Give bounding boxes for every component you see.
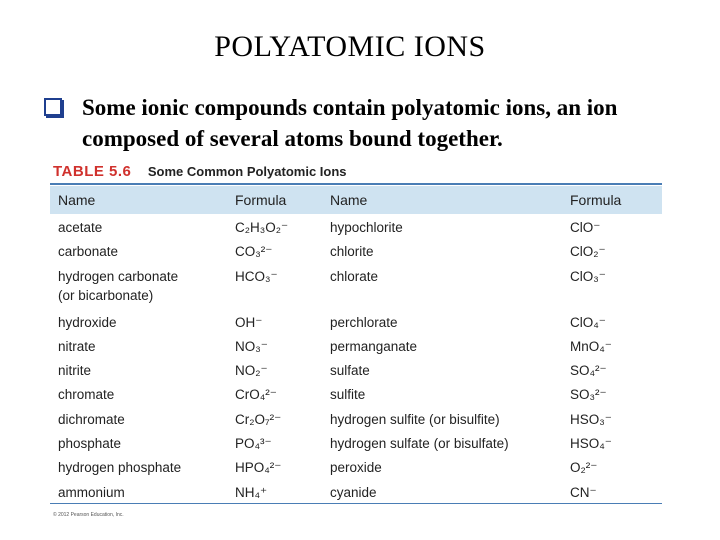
slide-title: POLYATOMIC IONS xyxy=(214,30,486,63)
table-caption: Some Common Polyatomic Ions xyxy=(147,164,347,179)
ion-name: hydrogen carbonate (or bicarbonate) xyxy=(58,268,179,303)
ion-name: nitrite xyxy=(58,363,92,379)
table-row xyxy=(50,267,662,313)
ion-name: peroxide xyxy=(330,460,382,476)
table-body xyxy=(50,218,662,507)
ion-name: carbonate xyxy=(58,244,119,260)
ion-formula: NO₃⁻ xyxy=(235,338,268,354)
table-row xyxy=(50,337,662,361)
ion-name: hydroxide xyxy=(58,314,117,330)
ion-formula: OH⁻ xyxy=(235,314,263,330)
table-bottom-rule xyxy=(50,503,662,504)
table-row xyxy=(50,410,662,434)
ion-formula: NH₄⁺ xyxy=(235,484,268,500)
ion-formula: ClO₄⁻ xyxy=(570,314,606,330)
ion-formula: ClO⁻ xyxy=(570,220,601,235)
ion-formula: ClO₃⁻ xyxy=(570,268,606,284)
table-row xyxy=(50,385,662,409)
bullet-text: Some ionic compounds contain polyatomic ions, an ion composed of several atoms bound together. xyxy=(82,95,618,151)
ion-formula: CN⁻ xyxy=(570,484,597,500)
ion-name: chromate xyxy=(58,387,115,403)
table-row xyxy=(50,458,662,482)
bullet-point xyxy=(44,92,704,154)
ion-name: sulfite xyxy=(330,387,366,403)
table-row xyxy=(50,218,662,242)
checkbox-bullet-icon xyxy=(44,98,62,116)
ion-name: chlorate xyxy=(330,268,379,284)
header-name-2: Name xyxy=(330,192,368,208)
ion-formula: SO₃²⁻ xyxy=(570,387,607,403)
ion-name: cyanide xyxy=(330,484,377,500)
ion-name: chlorite xyxy=(330,244,374,260)
ion-name: dichromate xyxy=(58,411,125,427)
header-formula-1: Formula xyxy=(235,192,287,208)
header-formula-2: Formula xyxy=(570,192,622,208)
ion-formula: SO₄²⁻ xyxy=(570,363,607,379)
ion-name: hydrogen phosphate xyxy=(58,460,182,476)
ion-formula: CrO₄²⁻ xyxy=(235,387,277,403)
ion-name: sulfate xyxy=(330,363,370,379)
ion-formula: PO₄³⁻ xyxy=(235,436,272,452)
ion-formula: C₂H₃O₂⁻ xyxy=(235,220,289,235)
ion-name: hypochlorite xyxy=(330,220,403,235)
header-name-1: Name xyxy=(58,192,96,208)
ion-name: acetate xyxy=(58,220,103,235)
ion-formula: Cr₂O₇²⁻ xyxy=(235,411,282,427)
copyright-notice: © 2012 Pearson Education, Inc. xyxy=(53,512,124,518)
ion-formula: O₂²⁻ xyxy=(570,460,598,476)
ion-formula: NO₂⁻ xyxy=(235,363,268,379)
table-top-rule xyxy=(50,183,662,185)
ion-name: permanganate xyxy=(330,338,418,354)
ion-name: hydrogen sulfite (or bisulfite) xyxy=(330,411,500,427)
ion-name: phosphate xyxy=(58,436,122,452)
ion-formula: HSO₄⁻ xyxy=(570,436,612,452)
ion-formula: MnO₄⁻ xyxy=(570,338,612,354)
ion-formula: ClO₂⁻ xyxy=(570,244,606,260)
ion-name: ammonium xyxy=(58,484,125,500)
ion-name: nitrate xyxy=(58,338,96,354)
ion-formula: HSO₃⁻ xyxy=(570,411,612,427)
table-header xyxy=(50,186,662,214)
ion-formula: CO₃²⁻ xyxy=(235,244,273,260)
table-row xyxy=(50,313,662,337)
ion-name: perchlorate xyxy=(330,314,398,330)
table-row xyxy=(50,361,662,385)
table-heading xyxy=(53,163,347,181)
table-number: TABLE 5.6 xyxy=(53,163,132,180)
table-row xyxy=(50,434,662,458)
table-row xyxy=(50,242,662,266)
ion-name: hydrogen sulfate (or bisulfate) xyxy=(330,436,509,452)
ion-formula: HCO₃⁻ xyxy=(235,268,278,284)
ion-formula: HPO₄²⁻ xyxy=(235,460,282,476)
